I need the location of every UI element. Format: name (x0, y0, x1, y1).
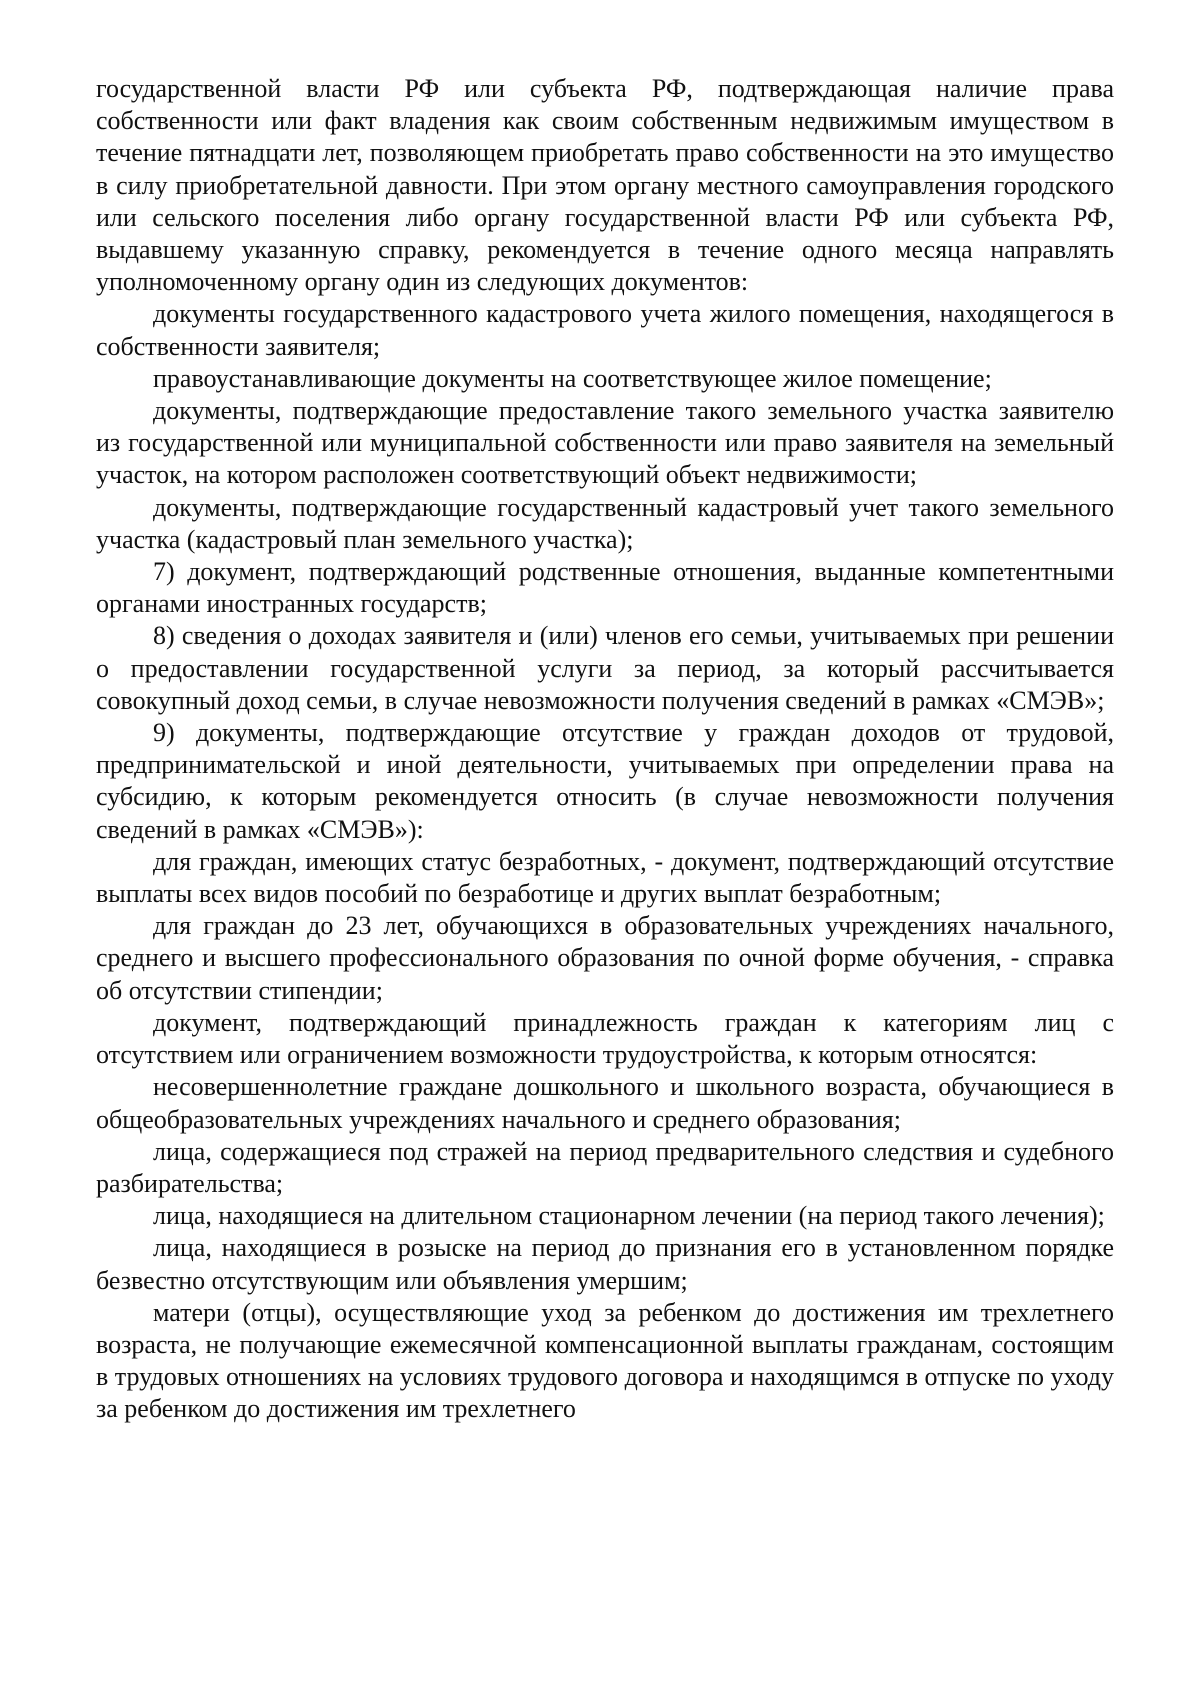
paragraph-land-plot-docs: документы, подтверждающие предоставление такого земельного участка заявителю из государственной или муниципальной собственности или право заявителя на земельный участок, на котором расположен соответствующий объект недвижимости; (96, 396, 1114, 490)
paragraph-wanted: лица, находящиеся в розыске на период до признания его в установленном порядке безвестно отсутствующим или объявления умершим; (96, 1233, 1114, 1295)
paragraph-detained: лица, содержащиеся под стражей на период предварительного следствия и судебного разбирательства; (96, 1136, 1114, 1198)
paragraph-item-7: 7) документ, подтверждающий родственные отношения, выданные компетентными органами иностранных государств; (96, 557, 1114, 619)
paragraph-title-documents: правоустанавливающие документы на соответствующее жилое помещение; (153, 363, 992, 393)
paragraph-students: для граждан до 23 лет, обучающихся в образовательных учреждениях начального, среднего и высшего профессионального образования по очной форме обучения, - справка об отсутствии стипендии; (96, 911, 1114, 1005)
paragraph-property-certificate: государственной власти РФ или субъекта РФ, подтверждающая наличие права собственности или факт владения как своим собственным недвижимым имуществом в течение пятнадцати лет, позволяющем приобретать право собственности на это имущество в силу приобретательной давности. При этом органу местного самоуправления городского или сельского поселения либо органу государственной власти РФ или субъекта РФ, выдавшему указанную справку, рекомендуется в течение одного месяца направлять уполномоченному органу один из следующих документов: (96, 74, 1114, 297)
paragraph-item-9: 9) документы, подтверждающие отсутствие у граждан доходов от трудовой, предпринимательской и иной деятельности, учитываемых при определении права на субсидию, к которым рекомендуется относить (в случае невозможности получения сведений в рамках «СМЭВ»): (96, 718, 1114, 844)
paragraph-minors: несовершеннолетние граждане дошкольного и школьного возраста, обучающиеся в общеобразовательных учреждениях начального и среднего образования; (96, 1072, 1114, 1134)
document-body (96, 73, 1114, 1426)
paragraph-hospitalized: лица, находящиеся на длительном стационарном лечении (на период такого лечения); (153, 1201, 1105, 1231)
paragraph-unemployed: для граждан, имеющих статус безработных, - документ, подтверждающий отсутствие выплаты всех видов пособий по безработице и других выплат безработным; (96, 846, 1114, 909)
paragraph-cadastral-docs-premises: документы государственного кадастрового учета жилого помещения, находящегося в собственности заявителя; (96, 299, 1114, 361)
paragraph-land-plot-cadastral: документы, подтверждающие государственный кадастровый учет такого земельного участка (кадастровый план земельного участка); (96, 492, 1114, 554)
paragraph-employment-restriction: документ, подтверждающий принадлежность граждан к категориям лиц с отсутствием или ограничением возможности трудоустройства, к которым относятся: (96, 1007, 1114, 1070)
paragraph-item-8: 8) сведения о доходах заявителя и (или) членов его семьи, учитываемых при решении о предоставлении государственной услуги за период, за который рассчитывается совокупный доход семьи, в случае невозможности получения сведений в рамках «СМЭВ»; (96, 621, 1114, 715)
paragraph-parents: матери (отцы), осуществляющие уход за ребенком до достижения им трехлетнего возраста, не получающие ежемесячной компенсационной выплаты гражданам, состоящим в трудовых отношениях на условиях трудового договора и находящимся в отпуске по уходу за ребенком до достижения им трехлетнего (96, 1297, 1114, 1424)
